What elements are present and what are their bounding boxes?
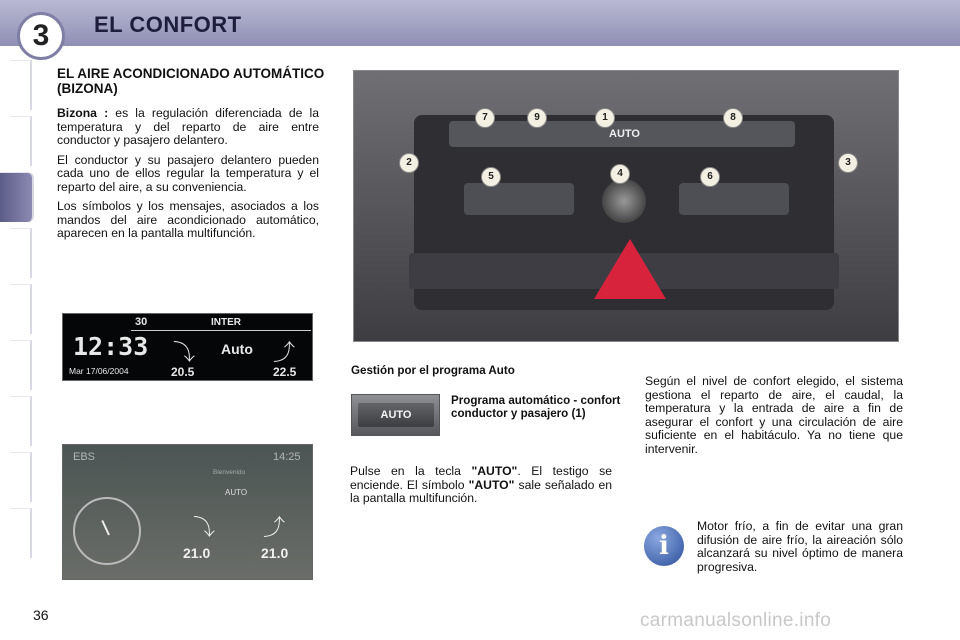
paragraph-symbols: Los símbolos y los mensajes, asociados a los mandos del aire acondicionado automático, aparecen en la pantalla multifunción. (57, 199, 319, 240)
display-a-outside-temp: 30 (135, 316, 148, 328)
callout-9: 9 (527, 108, 547, 128)
chapter-tab[interactable] (10, 508, 32, 558)
chapter-tab[interactable] (10, 396, 32, 446)
paragraph-regulation: El conductor y su pasajero delantero pueden cada uno de ellos regular la temperatura y el reparto del aire, a su conveniencia. (57, 152, 319, 194)
chapter-title: EL CONFORT (94, 12, 242, 37)
callout-1: 1 (595, 108, 615, 128)
display-a-temp-left: 20.5 (171, 365, 195, 379)
multifunction-display-a (62, 313, 313, 381)
bizona-paragraph (57, 107, 319, 148)
press-text-c: sale señalado en la pantalla multifunción. (350, 477, 613, 505)
page-number: 36 (33, 607, 49, 623)
climate-panel-photo (353, 70, 899, 342)
subsection-title: Gestión por el programa Auto (351, 364, 515, 377)
press-instruction (350, 465, 612, 506)
intro-text (57, 107, 319, 247)
watermark: carmanualsonline.info (640, 610, 832, 631)
driver-seat-icon: ⤵ (173, 340, 196, 365)
press-text-a: Pulse en la tecla (350, 464, 472, 478)
chapter-tab[interactable] (10, 340, 32, 390)
auto-button-label: AUTO (358, 403, 434, 427)
info-note: Motor frío, a fin de evitar una gran difusión de aire frío, la aireación sólo alcanzará su nivel óptimo de manera progresiva. (697, 519, 903, 574)
chapter-tab[interactable] (10, 228, 32, 278)
multifunction-display-b (62, 444, 313, 580)
hazard-icon (594, 239, 666, 299)
press-text-b: . El testigo se enciende. El símbolo (350, 464, 612, 492)
display-b-time: 14:25 (273, 451, 301, 463)
callout-4: 4 (610, 164, 630, 184)
auto-button-photo (351, 394, 440, 436)
display-b-temp-right: 21.0 (261, 545, 289, 561)
chapter-tab[interactable] (10, 60, 32, 110)
clock-gauge-icon (73, 497, 141, 565)
display-a-mode: INTER (211, 317, 241, 328)
chapter-tab[interactable] (10, 116, 32, 166)
chapter-tab[interactable] (10, 284, 32, 334)
display-b-temp-left: 21.0 (183, 545, 211, 561)
callout-7: 7 (475, 108, 495, 128)
display-b-ebs: EBS (73, 451, 96, 463)
callout-3: 3 (838, 153, 858, 173)
bizona-definition: es la regulación diferenciada de la temperatura y del reparto de aire entre conductor y pasajero delantero. (57, 106, 319, 147)
right-distribution-control (679, 183, 789, 215)
press-key-2: "AUTO" (468, 477, 515, 492)
gauge-needle (101, 520, 110, 535)
program-label: Programa automático - confort conductor y pasajero (1) (451, 394, 621, 420)
callout-6: 6 (700, 167, 720, 187)
display-a-clock: 12:33 (73, 332, 149, 361)
press-key: "AUTO" (471, 464, 518, 478)
panel-auto-label: AUTO (609, 128, 640, 140)
callout-2: 2 (399, 153, 419, 173)
display-a-auto: Auto (221, 341, 253, 357)
chapter-tabs (0, 60, 34, 580)
display-b-subtitle: Bienvenido (213, 469, 246, 476)
passenger-seat-icon: ⤴ (273, 340, 296, 365)
chapter-number-badge: 3 (17, 12, 65, 60)
chapter-tab-active[interactable] (0, 172, 34, 222)
display-b-auto: AUTO (225, 488, 248, 497)
section-title: EL AIRE ACONDICIONADO AUTOMÁTICO (BIZONA) (57, 66, 325, 96)
fan-knob (602, 179, 646, 223)
driver-seat-icon: ⤵ (193, 515, 216, 540)
left-distribution-control (464, 183, 574, 215)
comfort-description: Según el nivel de confort elegido, el sistema gestiona el reparto de aire, el caudal, la temperatura y la entrada de aire a fin de asegurar el confort y una circulación de aire suficiente en el habitáculo. Ya no tiene que intervenir. (645, 374, 903, 456)
chapter-tab[interactable] (10, 452, 32, 502)
passenger-seat-icon: ⤴ (263, 515, 286, 540)
chapter-header (0, 0, 960, 52)
display-a-date: Mar 17/06/2004 (69, 366, 129, 376)
callout-8: 8 (723, 108, 743, 128)
callout-5: 5 (481, 167, 501, 187)
bizona-label: Bizona : (57, 106, 109, 120)
display-a-temp-right: 22.5 (273, 365, 297, 379)
info-icon: i (644, 526, 684, 566)
